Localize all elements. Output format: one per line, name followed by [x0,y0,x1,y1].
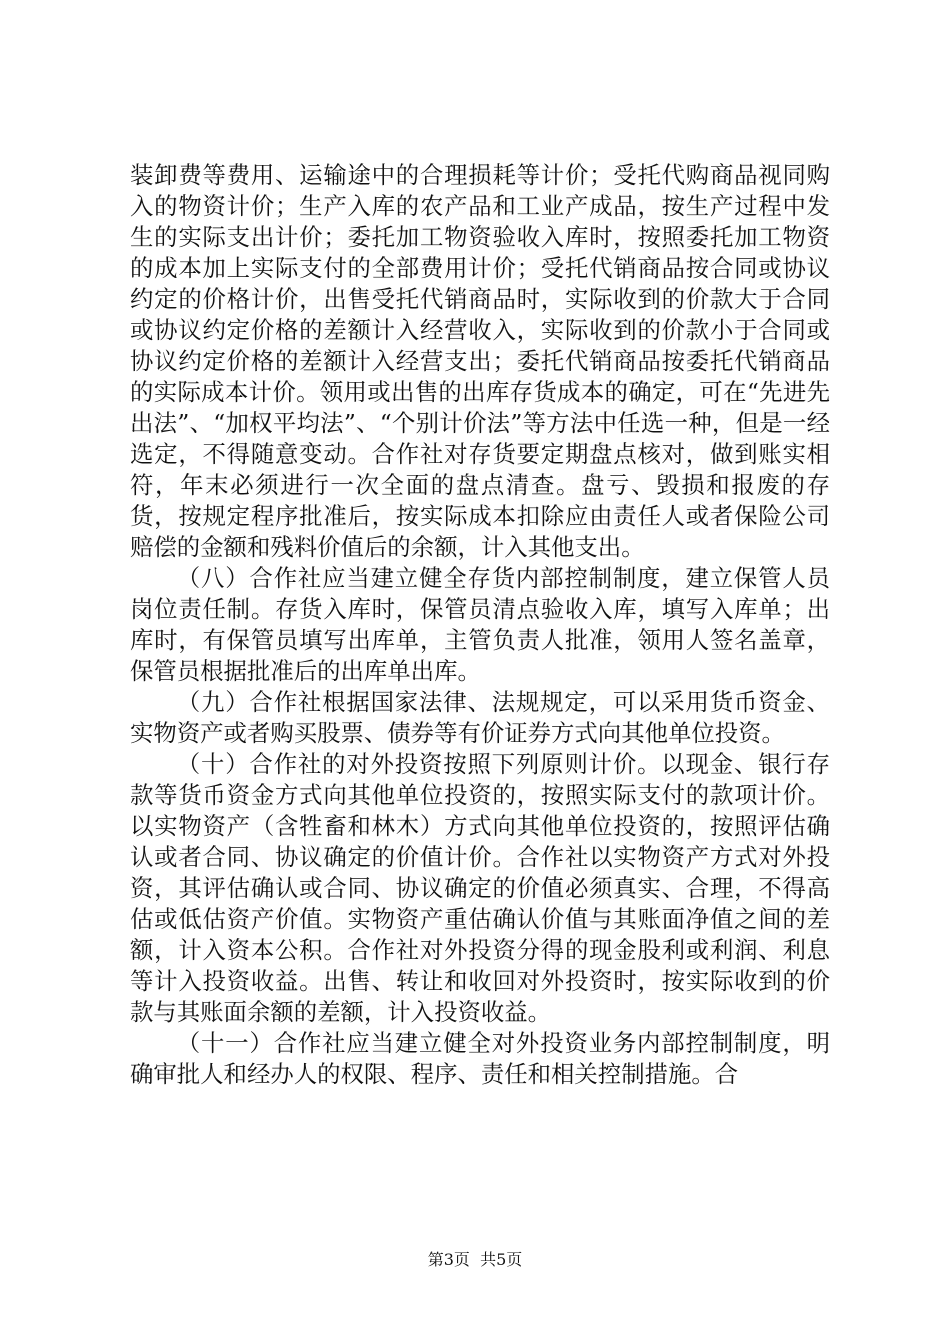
page-footer [0,1247,950,1270]
page-number: 第3页 共5页 [427,1250,523,1269]
paragraph-continuation: 装卸费等费用、运输途中的合理损耗等计价；受托代购商品视同购入的物资计价；生产入库的农产品和工业产成品，按生产过程中发生的实际支出计价；委托加工物资验收入库时，按照委托加工物资的成本加上实际支付的全部费用计价；受托代销商品按合同或协议约定的价格计价，出售受托代销商品时，实际收到的价款大于合同或协议约定价格的差额计入经营收入，实际收到的价款小于合同或协议约定价格的差额计入经营支出；委托代销商品按委托代销商品的实际成本计价。领用或出售的出库存货成本的确定，可在“先进先出法”、“加权平均法”、“个别计价法”等方法中任选一种，但是一经选定，不得随意变动。合作社对存货要定期盘点核对，做到账实相符，年末必须进行一次全面的盘点清查。盘亏、毁损和报废的存货，按规定程序批准后，按实际成本扣除应由责任人或者保险公司赔偿的金额和残料价值后的余额，计入其他支出。 [130,161,830,561]
document-body [130,160,830,1090]
paragraph-item-8: （八）合作社应当建立健全存货内部控制制度，建立保管人员岗位责任制。存货入库时，保管员清点验收入库，填写入库单；出库时，有保管员填写出库单，主管负责人批准，领用人签名盖章，保管员根据批准后的出库单出库。 [130,564,830,685]
paragraph-item-11: （十一）合作社应当建立健全对外投资业务内部控制制度，明确审批人和经办人的权限、程序、责任和相关控制措施。合 [130,1029,830,1088]
paragraph-item-9: （九）合作社根据国家法律、法规规定，可以采用货币资金、实物资产或者购买股票、债券等有价证券方式向其他单位投资。 [130,688,830,747]
paragraph-item-10: （十）合作社的对外投资按照下列原则计价。以现金、银行存款等货币资金方式向其他单位投资的，按照实际支付的款项计价。以实物资产（含牲畜和林木）方式向其他单位投资的，按照评估确认或者合同、协议确定的价值计价。合作社以实物资产方式对外投资，其评估确认或合同、协议确定的价值必须真实、合理，不得高估或低估资产价值。实物资产重估确认价值与其账面净值之间的差额，计入资本公积。合作社对外投资分得的现金股利或利润、利息等计入投资收益。出售、转让和收回对外投资时，按实际收到的价款与其账面余额的差额，计入投资收益。 [130,750,830,1026]
